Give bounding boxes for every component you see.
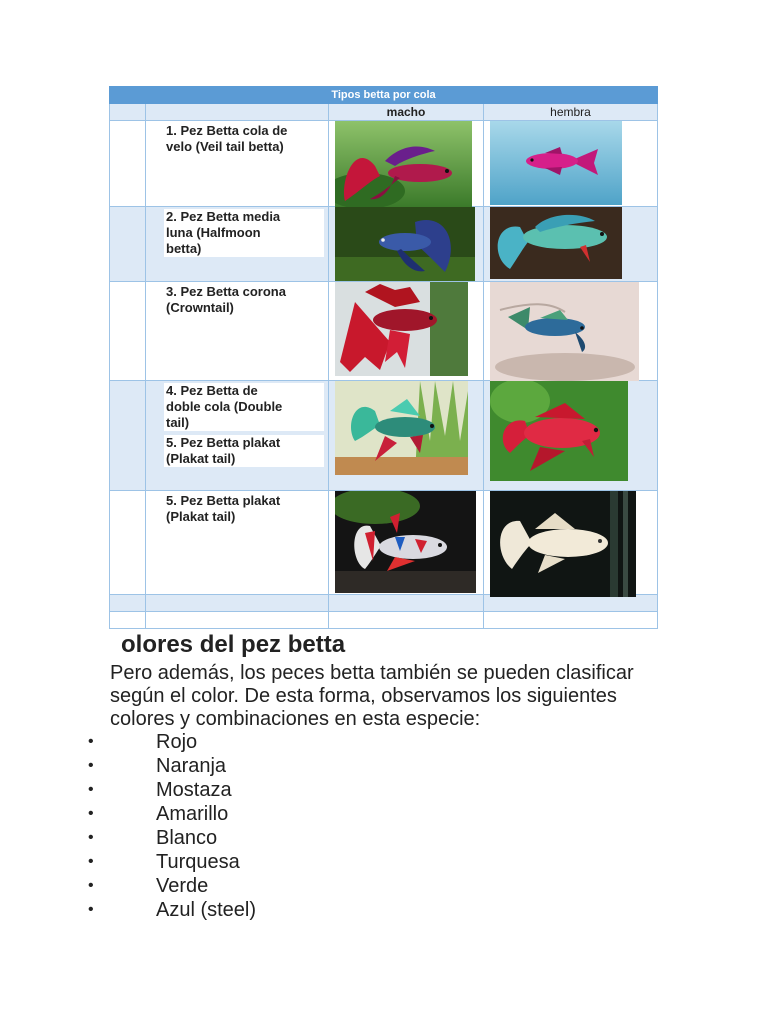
betta-tail-types-table <box>109 86 658 629</box>
bullet-icon: • <box>88 781 94 798</box>
male-betta-image <box>335 207 475 281</box>
tail-type-label: 2. Pez Betta media luna (Halfmoon betta) <box>164 209 324 257</box>
bullet-icon: • <box>88 901 94 918</box>
tail-type-label: 5. Pez Betta plakat (Plakat tail) <box>164 435 324 467</box>
section-heading: olores del pez betta <box>121 631 346 658</box>
table-row <box>110 121 658 207</box>
male-betta-image <box>335 381 468 475</box>
male-betta-image <box>335 121 472 207</box>
female-betta-image <box>490 121 622 205</box>
section-paragraph: Pero además, los peces betta también se pueden clasificar según el color. De esta forma, observamos los siguientes colores y combinaciones en esta especie: <box>110 662 634 730</box>
bullet-icon: • <box>88 805 94 822</box>
tail-type-label: 3. Pez Betta corona (Crowntail) <box>164 284 324 316</box>
column-header-female: hembra <box>484 104 658 121</box>
bullet-icon: • <box>88 829 94 846</box>
column-header-male: macho <box>329 104 484 121</box>
female-betta-image <box>490 282 639 381</box>
table-title: Tipos betta por cola <box>110 87 658 104</box>
bullet-icon: • <box>88 853 94 870</box>
document-page: Tipos betta por cola macho hembra 1. Pez Betta cola de velo (Veil tail betta) 2. Pez Betta media luna (Halfmoon betta) 3. Pez Betta corona (Crowntail) 4. Pez Betta de doble cola (Double tail) 5. Pez Betta plakat (Plakat tail) 5. Pez Betta plakat (Plakat tail) olores del pez betta Pero además, los peces betta también se pueden clasificar según el color. De esta forma, observamos los siguientes colores y combinaciones en esta especie: • Rojo • Naranja • Mostaza • Amarillo • Blanco • Turquesa • Verde • Azul (steel) <box>0 0 768 1024</box>
table-row <box>110 595 658 612</box>
tail-type-label: 4. Pez Betta de doble cola (Double tail) <box>164 383 324 431</box>
tail-type-label: 1. Pez Betta cola de velo (Veil tail betta) <box>164 123 324 155</box>
female-betta-image <box>490 381 628 481</box>
bullet-icon: • <box>88 877 94 894</box>
female-betta-image <box>490 491 636 597</box>
male-betta-image <box>335 282 468 376</box>
table-row <box>110 207 658 282</box>
table-row <box>110 282 658 381</box>
table-row <box>110 491 658 595</box>
table-header-empty <box>146 104 329 121</box>
female-betta-image <box>490 207 622 279</box>
table-row <box>110 612 658 629</box>
bullet-icon: • <box>88 733 94 750</box>
bullet-icon: • <box>88 757 94 774</box>
table-header-empty <box>110 104 146 121</box>
tail-type-label: 5. Pez Betta plakat (Plakat tail) <box>164 493 324 525</box>
male-betta-image <box>335 491 476 593</box>
table-row <box>110 381 658 491</box>
